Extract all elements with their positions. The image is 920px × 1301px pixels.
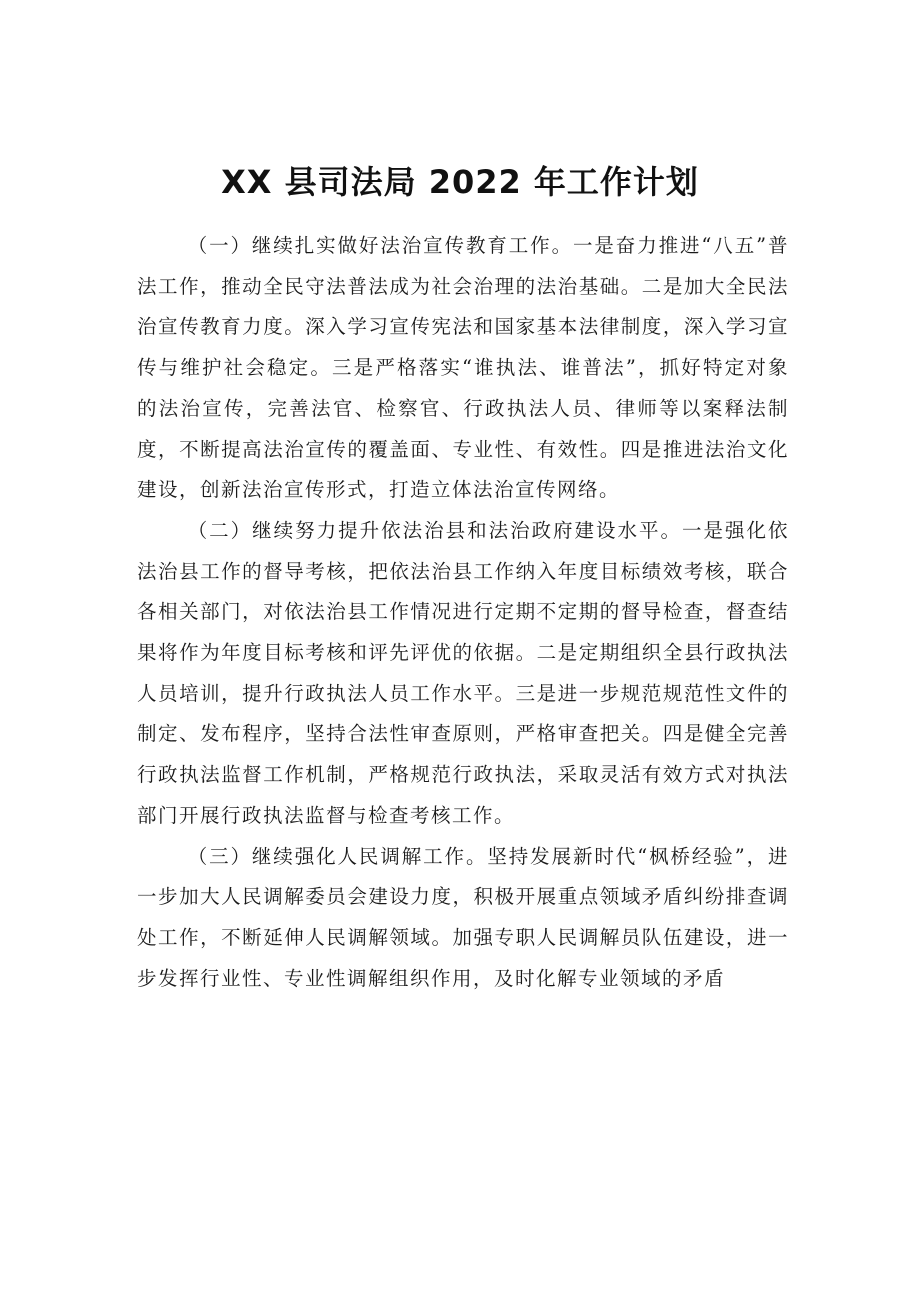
paragraph-1: （一）继续扎实做好法治宣传教育工作。一是奋力推进“八五”普法工作，推动全民守法普法成为社会治理的法治基础。二是加大全民法治宣传教育力度。深入学习宣传宪法和国家基本法律制度，深入学习宣传与维护社会稳定。三是严格落实“谁执法、谁普法”，抓好特定对象的法治宣传，完善法官、检察官、行政执法人员、律师等以案释法制度，不断提高法治宣传的覆盖面、专业性、有效性。四是推进法治文化建设，创新法治宣传形式，打造立体法治宣传网络。 <box>137 234 789 502</box>
paragraph-3: （三）继续强化人民调解工作。坚持发展新时代“枫桥经验”，进一步加大人民调解委员会建设力度，积极开展重点领域矛盾纠纷排查调处工作，不断延伸人民调解领域。加强专职人民调解员队伍建设，进一步发挥行业性、专业性调解组织作用，及时化解专业领域的矛盾 <box>137 844 789 990</box>
paragraph-2: （二）继续努力提升依法治县和法治政府建设水平。一是强化依法治县工作的督导考核，把依法治县工作纳入年度目标绩效考核，联合各相关部门，对依法治县工作情况进行定期不定期的督导检查，督查结果将作为年度目标考核和评先评优的依据。二是定期组织全县行政执法人员培训，提升行政执法人员工作水平。三是进一步规范规范性文件的制定、发布程序，坚持合法性审查原则，严格审查把关。四是健全完善行政执法监督工作机制，严格规范行政执法，采取灵活有效方式对执法部门开展行政执法监督与检查考核工作。 <box>137 518 789 827</box>
document-body <box>137 226 789 999</box>
document-title: XX 县司法局 2022 年工作计划 <box>221 163 699 201</box>
